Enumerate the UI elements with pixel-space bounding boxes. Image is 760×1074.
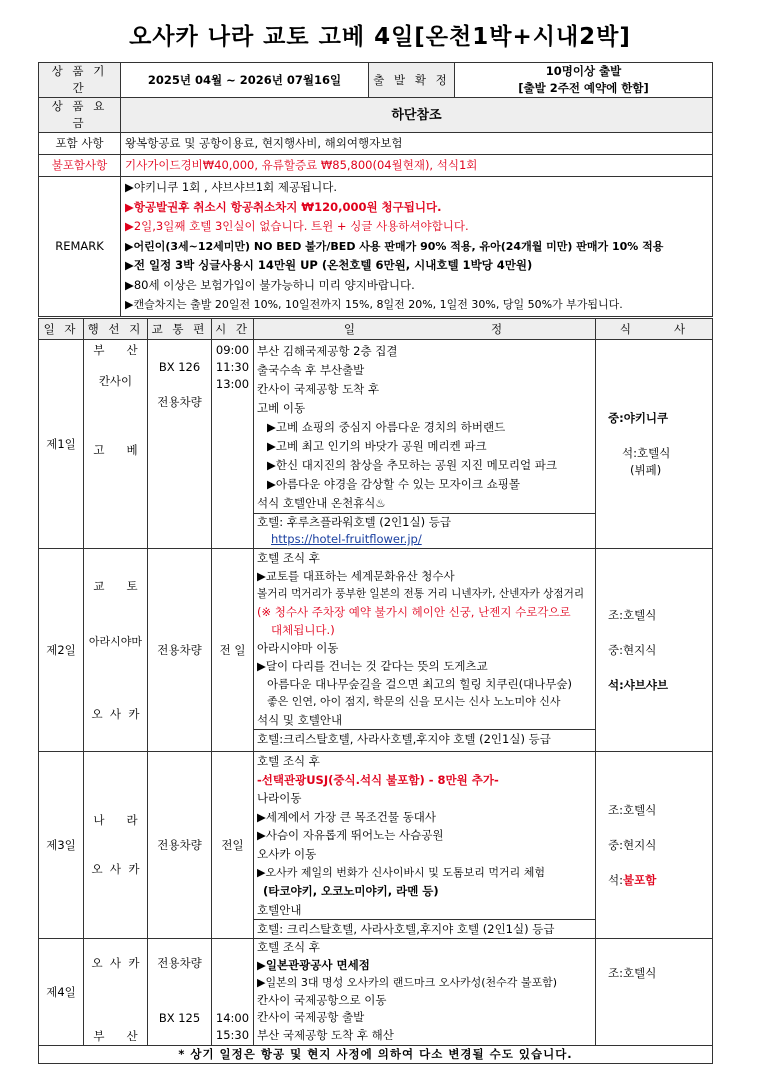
schedule-line: 좋은 인연, 아이 점지, 학문의 신을 모시는 신사 노노미야 신사	[267, 695, 561, 708]
schedule-line: ▶고베 쇼핑의 중심지 아름다운 경치의 하버랜드	[267, 420, 506, 434]
meal: 중:야키니쿠	[608, 410, 669, 425]
includes-value: 왕복항공료 및 공항이용료, 현지행사비, 해외여행자보험	[121, 133, 713, 155]
day-times	[212, 549, 254, 752]
schedule-line: 볼거리 먹거리가 풍부한 일본의 전통 거리 니넨자카, 산넨자카 상점거리	[257, 588, 585, 600]
day-transport	[148, 549, 212, 752]
meal: 석:	[608, 872, 623, 887]
schedule-line: ▶고베 최고 인기의 바닷가 공원 메리켄 파크	[267, 439, 487, 453]
day-schedule	[254, 549, 596, 752]
schedule-line: (타코야키, 오코노미야키, 라멘 등)	[263, 884, 439, 899]
period-value: 2025년 04월 ~ 2026년 07월16일	[121, 63, 369, 98]
place: 나 라	[93, 813, 138, 828]
day-meals	[596, 752, 713, 939]
schedule-line: 호텔안내	[257, 902, 302, 917]
schedule-line: 아름다운 대나무숲길을 걸으면 최고의 힐링 치쿠린(대나무숲)	[267, 677, 572, 691]
remark-label: REMARK	[39, 177, 121, 317]
schedule-line: ▶달이 다리를 건너는 것 같다는 뜻의 도게츠교	[257, 659, 488, 673]
schedule-line: 석식 호텔안내 온천휴식♨	[257, 496, 386, 510]
place: 부 산	[93, 343, 138, 357]
day-row	[39, 340, 713, 549]
col-meals: 식 사	[596, 319, 713, 340]
col-schedule: 일 정	[254, 319, 596, 340]
schedule-line: ▶세계에서 가장 큰 목조건물 동대사	[257, 809, 436, 824]
remark-item: ▶어린이(3세~12세미만) NO BED 불가/BED 사용 판매가 90% 적용, 유아(24개월 미만) 판매가 10% 적용	[125, 239, 664, 253]
place: 부 산	[93, 1029, 138, 1044]
day-label: 제4일	[39, 939, 84, 1046]
meal: 조:호텔식	[608, 802, 657, 817]
day-schedule	[254, 340, 596, 549]
meal: (뷔페)	[630, 462, 662, 477]
time: 11:30	[215, 360, 250, 374]
col-time: 시 간	[212, 319, 254, 340]
meal: 조:호텔식	[608, 966, 657, 981]
schedule-line: ▶한신 대지진의 참상을 추모하는 공원 지진 메모리얼 파크	[267, 458, 557, 472]
time: 09:00	[215, 343, 250, 357]
schedule-line: ▶아름다운 야경을 감상할 수 있는 모자이크 쇼핑몰	[267, 477, 520, 491]
day-schedule	[254, 752, 596, 939]
meal-excluded: 불포함	[622, 872, 657, 887]
meal: 석:호텔식	[622, 445, 671, 460]
schedule-line: 호텔 조식 후	[257, 551, 320, 565]
day-times	[212, 939, 254, 1046]
schedule-line: 칸사이 국제공항 출발	[257, 1010, 365, 1025]
flight-number: BX 126	[158, 360, 201, 374]
hotel-info: 호텔: 크리스탈호텔, 사라사호텔,후지야 호텔 (2인1실) 등급	[257, 922, 555, 937]
time: 14:00	[215, 1011, 250, 1026]
col-day: 일 자	[39, 319, 84, 340]
day-meals	[596, 549, 713, 752]
remark-item: ▶2일,3일째 호텔 3인실이 없습니다. 트윈 + 싱글 사용하셔야합니다.	[125, 219, 469, 234]
day-places	[84, 752, 148, 939]
schedule-line: 오사카 이동	[257, 846, 317, 861]
day-places	[84, 939, 148, 1046]
schedule-line: 출국수속 후 부산출발	[257, 363, 365, 377]
day-times	[212, 340, 254, 549]
schedule-line: 칸사이 국제공항 도착 후	[257, 382, 380, 396]
departure-label: 출 발 확 정	[369, 63, 455, 98]
time: 전 일	[219, 642, 246, 657]
day-places	[84, 549, 148, 752]
day-row	[39, 752, 713, 939]
itinerary-header-row	[39, 319, 713, 340]
day-places	[84, 340, 148, 549]
page-title: 오사카 나라 교토 고베 4일[온천1박+시내2박]	[129, 24, 631, 50]
schedule-line: ▶사슴이 자유롭게 뛰어노는 사슴공원	[257, 828, 444, 843]
place: 칸사이	[98, 374, 133, 388]
excludes-label: 불포함사항	[39, 155, 121, 177]
remark-list	[121, 177, 713, 317]
day-schedule	[254, 939, 596, 1046]
schedule-line: 호텔 조식 후	[257, 940, 320, 955]
day-meals	[596, 939, 713, 1046]
transport: 전용차량	[157, 837, 202, 852]
schedule-line: 호텔 조식 후	[257, 754, 320, 768]
remark-item: ▶80세 이상은 보험가입이 불가능하니 미리 양지바랍니다.	[125, 277, 415, 292]
day-times	[212, 752, 254, 939]
place: 오 사 카	[91, 862, 140, 877]
departure-value	[455, 63, 713, 98]
place: 오 사 카	[91, 706, 140, 721]
period-label: 상 품 기 간	[39, 63, 121, 98]
meal: 석:샤브샤브	[608, 677, 669, 692]
price-value: 하단참조	[121, 98, 713, 133]
meal: 중:현지식	[608, 837, 657, 852]
remark-item: ▶전 일정 3박 싱글사용시 14만원 UP (온천호텔 6만원, 시내호텔 1박당 4만원)	[125, 258, 533, 273]
schedule-line: 고베 이동	[257, 401, 306, 415]
flight-number: BX 125	[158, 1011, 201, 1026]
schedule-line: ▶일본관광공사 면세점	[257, 957, 370, 972]
transport: 전용차량	[157, 395, 202, 409]
col-place: 행 선 지	[84, 319, 148, 340]
day-label: 제2일	[39, 549, 84, 752]
schedule-line: 나라이동	[257, 791, 302, 806]
footer-note: * 상기 일정은 항공 및 현지 사정에 의하여 다소 변경될 수도 있습니다.	[39, 1046, 713, 1064]
hotel-info: 호텔: 후루츠플라워호텔 (2인1실) 등급	[257, 515, 451, 529]
schedule-line: ▶일본의 3대 명성 오사카의 랜드마크 오사카성(천수각 불포함)	[257, 976, 558, 990]
excludes-value: 기사가이드경비₩40,000, 유류할증료 ₩85,800(04월현재), 석식1회	[121, 155, 713, 177]
itinerary-table	[38, 318, 713, 1064]
meal-dinner	[608, 872, 709, 889]
day-row	[39, 939, 713, 1046]
includes-label: 포함 사항	[39, 133, 121, 155]
schedule-line: ▶오사카 제일의 번화가 신사이바시 및 도톰보리 먹거리 체험	[257, 865, 545, 879]
remark-item: ▶야키니쿠 1회 , 샤브샤브1회 제공됩니다.	[125, 180, 338, 195]
day-meals	[596, 340, 713, 549]
time: 15:30	[215, 1028, 250, 1043]
hotel-link[interactable]: https://hotel-fruitflower.jp/	[271, 532, 422, 546]
departure-value-1: 10명이상 출발	[545, 64, 622, 78]
schedule-line: 부산 국제공항 도착 후 해산	[257, 1027, 394, 1042]
time: 13:00	[215, 377, 250, 391]
day-transport	[148, 752, 212, 939]
summary-table	[38, 62, 713, 317]
hotel-info: 호텔:크리스탈호텔, 사라사호텔,후지야 호텔 (2인1실) 등급	[257, 732, 551, 746]
transport: 전용차량	[157, 642, 202, 657]
departure-value-2: [출발 2주전 예약에 한함]	[518, 81, 649, 95]
schedule-line: 석식 및 호텔안내	[257, 713, 343, 727]
place: 고 베	[93, 443, 138, 457]
day-transport	[148, 939, 212, 1046]
time: 전일	[221, 837, 244, 852]
day-transport	[148, 340, 212, 549]
day-label: 제3일	[39, 752, 84, 939]
schedule-line: (※ 청수사 주차장 예약 불가시 헤이안 신궁, 난젠지 수로각으로	[257, 605, 571, 619]
day-row	[39, 549, 713, 752]
schedule-line: 칸사이 국제공항으로 이동	[257, 992, 387, 1007]
schedule-line: 아라시야마 이동	[257, 641, 339, 655]
meal: 조:호텔식	[608, 607, 657, 622]
meal: 중:현지식	[608, 642, 657, 657]
place: 오 사 카	[91, 956, 140, 971]
schedule-line: ▶교토를 대표하는 세계문화유산 청수사	[257, 569, 455, 583]
remark-item: ▶캔슬차지는 출발 20일전 10%, 10일전까지 15%, 8일전 20%, 1일전 30%, 당일 50%가 부가됩니다.	[125, 298, 623, 312]
schedule-line: 대체됩니다.)	[271, 623, 335, 637]
place: 아라시야마	[88, 634, 143, 648]
price-label: 상 품 요 금	[39, 98, 121, 133]
transport: 전용차량	[157, 956, 202, 971]
day-label: 제1일	[39, 340, 84, 549]
col-transport: 교 통 편	[148, 319, 212, 340]
place: 교 토	[93, 578, 138, 593]
remark-item: ▶항공발권후 취소시 항공취소차지 ₩120,000원 청구됩니다.	[125, 199, 442, 214]
schedule-line: -선택관광USJ(중식.석식 불포함) - 8만원 추가-	[257, 772, 499, 787]
schedule-line: 부산 김해국제공항 2층 집결	[257, 344, 398, 358]
